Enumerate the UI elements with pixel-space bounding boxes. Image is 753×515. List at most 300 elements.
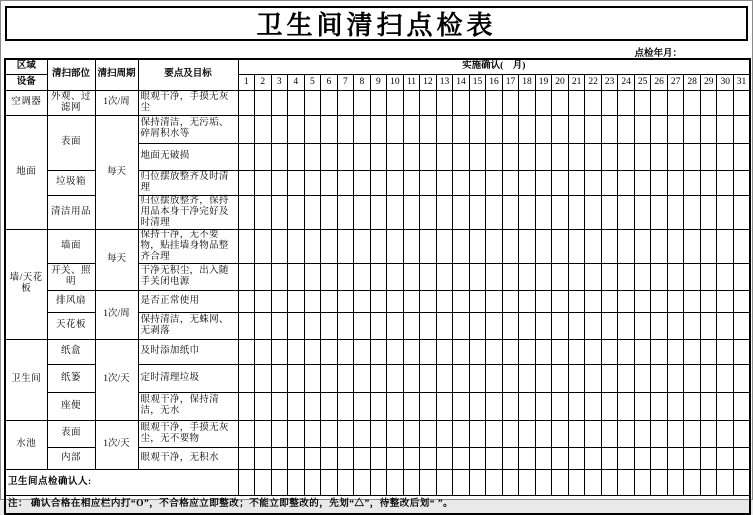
cycle-cell: 每天 xyxy=(95,229,138,290)
day-check-cell xyxy=(585,115,602,143)
points-cell: 及时添加纸巾 xyxy=(138,339,238,364)
day-check-cell xyxy=(321,469,338,495)
day-check-cell xyxy=(469,195,486,229)
day-check-cell xyxy=(255,447,272,469)
day-check-cell xyxy=(453,339,470,364)
day-check-cell xyxy=(667,170,684,195)
day-check-cell xyxy=(667,420,684,447)
day-check-cell xyxy=(304,469,321,495)
day-check-cell xyxy=(733,469,750,495)
day-check-cell xyxy=(469,229,486,263)
day-check-cell xyxy=(552,447,569,469)
day-check-cell xyxy=(271,290,288,312)
day-check-cell xyxy=(700,229,717,263)
day-check-cell xyxy=(700,447,717,469)
day-check-cell xyxy=(618,290,635,312)
day-check-cell xyxy=(387,229,404,263)
day-check-cell xyxy=(700,364,717,392)
day-check-cell xyxy=(502,339,519,364)
day-check-cell xyxy=(667,312,684,339)
day-check-cell xyxy=(238,170,255,195)
day-check-cell xyxy=(403,263,420,290)
day-check-cell xyxy=(535,195,552,229)
day-check-cell xyxy=(387,195,404,229)
day-check-cell xyxy=(337,115,354,143)
points-cell: 归位摆放整齐及时清理 xyxy=(138,170,238,195)
day-check-cell xyxy=(717,90,734,115)
day-check-cell xyxy=(387,312,404,339)
day-check-cell xyxy=(469,170,486,195)
day-check-cell xyxy=(288,90,305,115)
day-check-cell xyxy=(304,229,321,263)
day-check-cell xyxy=(420,447,437,469)
part-cell: 垃圾箱 xyxy=(47,170,95,195)
checklist-table xyxy=(4,58,751,515)
points-cell: 归位摆放整齐，保持用品本身干净完好及时清理 xyxy=(138,195,238,229)
day-check-cell xyxy=(403,290,420,312)
day-check-cell xyxy=(354,339,371,364)
day-check-cell xyxy=(288,420,305,447)
day-check-cell xyxy=(387,420,404,447)
day-check-cell xyxy=(238,115,255,143)
day-check-cell xyxy=(552,290,569,312)
day-column-header: 21 xyxy=(568,74,585,90)
day-check-cell xyxy=(436,364,453,392)
day-column-header: 27 xyxy=(667,74,684,90)
day-check-cell xyxy=(321,290,338,312)
day-check-cell xyxy=(651,90,668,115)
day-check-cell xyxy=(733,392,750,420)
day-check-cell xyxy=(288,263,305,290)
day-check-cell xyxy=(700,392,717,420)
day-check-cell xyxy=(354,115,371,143)
day-check-cell xyxy=(651,339,668,364)
day-check-cell xyxy=(238,263,255,290)
day-check-cell xyxy=(601,364,618,392)
day-check-cell xyxy=(601,90,618,115)
area-cell: 地面 xyxy=(5,115,47,229)
day-check-cell xyxy=(288,170,305,195)
day-check-cell xyxy=(453,115,470,143)
day-check-cell xyxy=(535,229,552,263)
day-check-cell xyxy=(370,469,387,495)
day-check-cell xyxy=(403,364,420,392)
day-check-cell xyxy=(420,229,437,263)
day-check-cell xyxy=(684,170,701,195)
day-check-cell xyxy=(585,143,602,170)
day-check-cell xyxy=(403,339,420,364)
day-check-cell xyxy=(453,290,470,312)
day-check-cell xyxy=(304,90,321,115)
day-check-cell xyxy=(304,143,321,170)
day-check-cell xyxy=(486,339,503,364)
day-check-cell xyxy=(651,170,668,195)
day-check-cell xyxy=(717,290,734,312)
day-check-cell xyxy=(618,420,635,447)
day-check-cell xyxy=(585,339,602,364)
day-check-cell xyxy=(733,170,750,195)
day-check-cell xyxy=(354,469,371,495)
day-check-cell xyxy=(568,195,585,229)
day-check-cell xyxy=(453,143,470,170)
day-check-cell xyxy=(585,392,602,420)
part-cell: 纸盒 xyxy=(47,339,95,364)
day-column-header: 3 xyxy=(271,74,288,90)
header-area: 区域 xyxy=(5,59,47,74)
day-check-cell xyxy=(304,195,321,229)
day-check-cell xyxy=(337,469,354,495)
day-check-cell xyxy=(288,290,305,312)
day-check-cell xyxy=(321,229,338,263)
day-column-header: 17 xyxy=(502,74,519,90)
day-check-cell xyxy=(288,195,305,229)
day-check-cell xyxy=(255,263,272,290)
day-check-cell xyxy=(403,115,420,143)
day-check-cell xyxy=(667,290,684,312)
day-check-cell xyxy=(585,447,602,469)
day-check-cell xyxy=(469,420,486,447)
cycle-cell: 每天 xyxy=(95,115,138,229)
day-column-header: 23 xyxy=(601,74,618,90)
day-check-cell xyxy=(403,229,420,263)
day-check-cell xyxy=(420,263,437,290)
day-check-cell xyxy=(387,90,404,115)
day-check-cell xyxy=(601,229,618,263)
day-check-cell xyxy=(271,263,288,290)
day-column-header: 18 xyxy=(519,74,536,90)
day-check-cell xyxy=(519,263,536,290)
day-check-cell xyxy=(486,312,503,339)
day-check-cell xyxy=(700,90,717,115)
day-column-header: 28 xyxy=(684,74,701,90)
day-check-cell xyxy=(684,469,701,495)
part-cell: 纸篓 xyxy=(47,364,95,392)
day-check-cell xyxy=(535,420,552,447)
day-check-cell xyxy=(733,229,750,263)
day-check-cell xyxy=(552,312,569,339)
part-cell: 内部 xyxy=(47,447,95,469)
day-check-cell xyxy=(255,143,272,170)
day-check-cell xyxy=(502,290,519,312)
day-check-cell xyxy=(321,170,338,195)
day-check-cell xyxy=(552,170,569,195)
day-check-cell xyxy=(255,469,272,495)
day-column-header: 10 xyxy=(387,74,404,90)
points-cell: 眼观干净，无积水 xyxy=(138,447,238,469)
day-column-header: 16 xyxy=(486,74,503,90)
day-check-cell xyxy=(733,447,750,469)
day-check-cell xyxy=(651,469,668,495)
day-check-cell xyxy=(304,339,321,364)
day-check-cell xyxy=(420,312,437,339)
day-column-header: 11 xyxy=(403,74,420,90)
area-cell: 墙/天花板 xyxy=(5,229,47,339)
day-check-cell xyxy=(321,364,338,392)
day-check-cell xyxy=(519,469,536,495)
day-check-cell xyxy=(618,469,635,495)
day-check-cell xyxy=(535,312,552,339)
day-check-cell xyxy=(700,290,717,312)
day-column-header: 31 xyxy=(733,74,750,90)
day-check-cell xyxy=(403,170,420,195)
day-check-cell xyxy=(568,170,585,195)
day-check-cell xyxy=(337,392,354,420)
day-check-cell xyxy=(354,195,371,229)
day-column-header: 7 xyxy=(337,74,354,90)
day-check-cell xyxy=(535,115,552,143)
day-check-cell xyxy=(700,195,717,229)
day-check-cell xyxy=(601,339,618,364)
day-check-cell xyxy=(238,469,255,495)
day-column-header: 30 xyxy=(717,74,734,90)
day-check-cell xyxy=(502,90,519,115)
day-check-cell xyxy=(370,364,387,392)
day-check-cell xyxy=(469,312,486,339)
day-check-cell xyxy=(436,339,453,364)
day-check-cell xyxy=(700,469,717,495)
day-check-cell xyxy=(684,290,701,312)
day-check-cell xyxy=(568,229,585,263)
day-check-cell xyxy=(387,115,404,143)
day-check-cell xyxy=(585,290,602,312)
day-check-cell xyxy=(486,420,503,447)
day-check-cell xyxy=(519,115,536,143)
day-check-cell xyxy=(238,364,255,392)
day-check-cell xyxy=(552,392,569,420)
day-check-cell xyxy=(667,392,684,420)
day-check-cell xyxy=(502,229,519,263)
day-check-cell xyxy=(618,312,635,339)
day-check-cell xyxy=(552,263,569,290)
day-check-cell xyxy=(304,447,321,469)
points-cell: 保持清洁，无蛛网、无剥落 xyxy=(138,312,238,339)
day-check-cell xyxy=(601,170,618,195)
header-confirm-month: 实施确认( 月) xyxy=(238,59,750,74)
day-check-cell xyxy=(535,170,552,195)
day-check-cell xyxy=(271,195,288,229)
day-check-cell xyxy=(552,195,569,229)
day-check-cell xyxy=(601,195,618,229)
day-check-cell xyxy=(519,143,536,170)
day-check-cell xyxy=(387,469,404,495)
part-cell: 表面 xyxy=(47,115,95,170)
day-check-cell xyxy=(403,90,420,115)
day-check-cell xyxy=(354,420,371,447)
day-check-cell xyxy=(486,195,503,229)
day-check-cell xyxy=(601,420,618,447)
day-check-cell xyxy=(651,364,668,392)
day-check-cell xyxy=(535,469,552,495)
day-check-cell xyxy=(601,312,618,339)
day-check-cell xyxy=(568,312,585,339)
day-check-cell xyxy=(519,229,536,263)
day-check-cell xyxy=(585,263,602,290)
day-check-cell xyxy=(436,195,453,229)
day-check-cell xyxy=(519,364,536,392)
part-cell: 表面 xyxy=(47,420,95,447)
day-check-cell xyxy=(354,143,371,170)
day-check-cell xyxy=(519,420,536,447)
header-equipment: 设备 xyxy=(5,74,47,90)
day-check-cell xyxy=(271,469,288,495)
day-check-cell xyxy=(700,312,717,339)
day-check-cell xyxy=(238,229,255,263)
day-check-cell xyxy=(337,339,354,364)
day-check-cell xyxy=(502,420,519,447)
day-check-cell xyxy=(304,364,321,392)
day-check-cell xyxy=(667,143,684,170)
day-check-cell xyxy=(684,90,701,115)
day-check-cell xyxy=(387,364,404,392)
day-check-cell xyxy=(486,115,503,143)
day-check-cell xyxy=(634,170,651,195)
day-check-cell xyxy=(420,290,437,312)
inspection-year-month-label: 点检年月： xyxy=(634,49,682,59)
day-column-header: 2 xyxy=(255,74,272,90)
day-check-cell xyxy=(453,263,470,290)
day-check-cell xyxy=(486,263,503,290)
day-check-cell xyxy=(667,115,684,143)
day-check-cell xyxy=(717,392,734,420)
day-check-cell xyxy=(700,143,717,170)
area-cell: 卫生间 xyxy=(5,339,47,420)
day-check-cell xyxy=(667,90,684,115)
day-check-cell xyxy=(354,364,371,392)
day-check-cell xyxy=(469,263,486,290)
day-check-cell xyxy=(486,392,503,420)
day-check-cell xyxy=(337,170,354,195)
day-check-cell xyxy=(469,290,486,312)
day-check-cell xyxy=(370,290,387,312)
day-check-cell xyxy=(502,263,519,290)
day-check-cell xyxy=(535,143,552,170)
day-check-cell xyxy=(535,290,552,312)
day-check-cell xyxy=(634,339,651,364)
day-check-cell xyxy=(585,229,602,263)
day-check-cell xyxy=(255,170,272,195)
day-check-cell xyxy=(717,364,734,392)
day-check-cell xyxy=(403,312,420,339)
day-check-cell xyxy=(717,469,734,495)
day-check-cell xyxy=(420,170,437,195)
day-check-cell xyxy=(321,339,338,364)
day-check-cell xyxy=(667,339,684,364)
day-check-cell xyxy=(651,312,668,339)
day-check-cell xyxy=(667,195,684,229)
day-check-cell xyxy=(601,263,618,290)
day-check-cell xyxy=(700,420,717,447)
day-check-cell xyxy=(370,392,387,420)
day-column-header: 4 xyxy=(288,74,305,90)
day-check-cell xyxy=(469,447,486,469)
day-check-cell xyxy=(436,312,453,339)
day-check-cell xyxy=(684,263,701,290)
day-check-cell xyxy=(684,339,701,364)
day-check-cell xyxy=(469,392,486,420)
day-check-cell xyxy=(304,263,321,290)
day-check-cell xyxy=(387,339,404,364)
day-check-cell xyxy=(634,290,651,312)
day-check-cell xyxy=(420,90,437,115)
day-check-cell xyxy=(585,420,602,447)
day-check-cell xyxy=(370,90,387,115)
day-column-header: 25 xyxy=(634,74,651,90)
day-check-cell xyxy=(288,447,305,469)
cycle-cell: 1次/天 xyxy=(95,339,138,420)
day-check-cell xyxy=(700,115,717,143)
day-check-cell xyxy=(238,312,255,339)
day-check-cell xyxy=(634,312,651,339)
day-check-cell xyxy=(337,312,354,339)
day-check-cell xyxy=(337,364,354,392)
day-check-cell xyxy=(271,229,288,263)
day-check-cell xyxy=(585,469,602,495)
day-check-cell xyxy=(634,143,651,170)
day-check-cell xyxy=(288,229,305,263)
day-check-cell xyxy=(255,312,272,339)
day-check-cell xyxy=(601,115,618,143)
day-check-cell xyxy=(271,312,288,339)
table-row xyxy=(5,339,750,364)
day-check-cell xyxy=(271,364,288,392)
day-check-cell xyxy=(568,339,585,364)
day-check-cell xyxy=(255,90,272,115)
day-check-cell xyxy=(568,447,585,469)
day-check-cell xyxy=(288,143,305,170)
day-check-cell xyxy=(436,469,453,495)
points-cell: 眼观干净，手摸无灰尘，无不要物 xyxy=(138,420,238,447)
day-check-cell xyxy=(469,339,486,364)
header-cycle: 清扫周期 xyxy=(95,59,138,90)
day-check-cell xyxy=(684,143,701,170)
day-check-cell xyxy=(552,469,569,495)
day-check-cell xyxy=(387,170,404,195)
day-check-cell xyxy=(502,143,519,170)
day-check-cell xyxy=(403,143,420,170)
day-check-cell xyxy=(717,195,734,229)
table-row xyxy=(5,115,750,143)
day-check-cell xyxy=(535,339,552,364)
day-check-cell xyxy=(601,469,618,495)
table-row xyxy=(5,90,750,115)
day-check-cell xyxy=(453,469,470,495)
day-check-cell xyxy=(618,115,635,143)
day-check-cell xyxy=(634,447,651,469)
day-check-cell xyxy=(387,143,404,170)
day-check-cell xyxy=(502,170,519,195)
day-check-cell xyxy=(304,420,321,447)
day-check-cell xyxy=(271,447,288,469)
day-check-cell xyxy=(255,115,272,143)
day-column-header: 24 xyxy=(618,74,635,90)
day-check-cell xyxy=(502,312,519,339)
day-check-cell xyxy=(601,143,618,170)
day-check-cell xyxy=(255,392,272,420)
day-column-header: 5 xyxy=(304,74,321,90)
day-check-cell xyxy=(337,90,354,115)
day-check-cell xyxy=(304,290,321,312)
day-check-cell xyxy=(387,263,404,290)
day-check-cell xyxy=(502,447,519,469)
day-check-cell xyxy=(486,90,503,115)
day-check-cell xyxy=(387,392,404,420)
day-check-cell xyxy=(271,392,288,420)
day-check-cell xyxy=(420,339,437,364)
cycle-cell: 1次/周 xyxy=(95,90,138,115)
day-check-cell xyxy=(486,229,503,263)
day-check-cell xyxy=(651,420,668,447)
day-check-cell xyxy=(519,290,536,312)
